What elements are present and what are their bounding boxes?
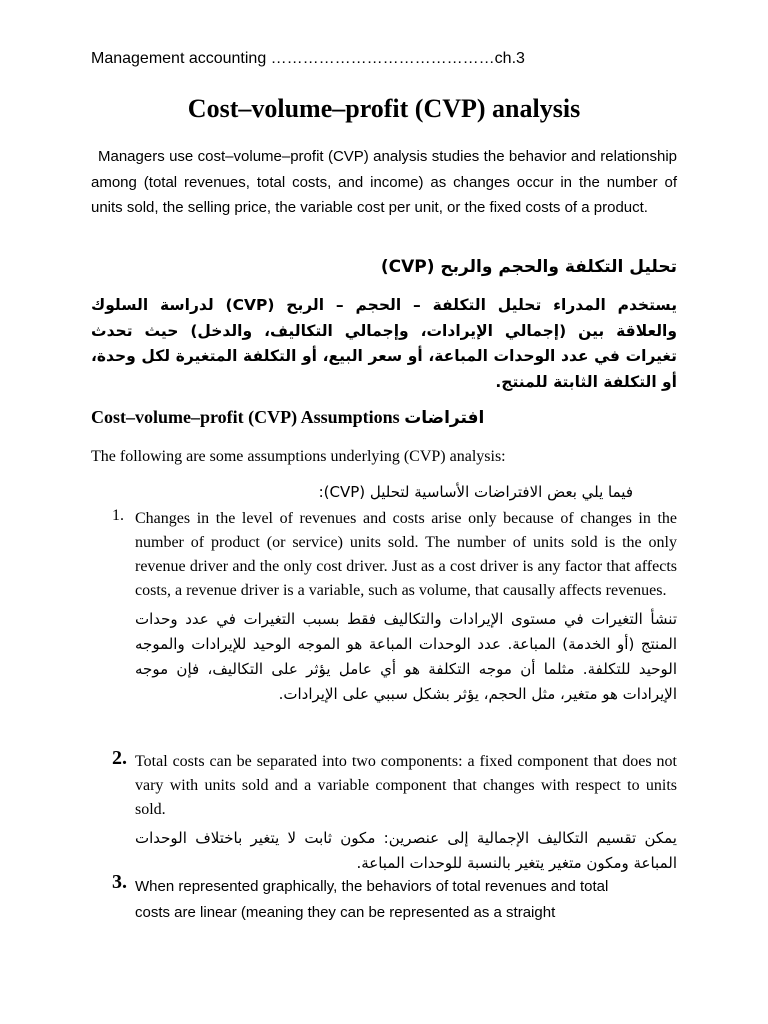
intro-paragraph: Managers use cost–volume–profit (CVP) analysis studies the behavior and relationship among (total revenues, total costs, and income) as changes occur in the number of units sold, the selling price, the variable cost per unit, or the fixed costs of a product. [91,148,677,216]
list-item [91,871,677,926]
arabic-heading: تحليل التكلفة والحجم والربح (CVP) [380,257,677,277]
list-item-number: 3. [112,871,127,893]
list-item-arabic-text: تنشأ التغيرات في مستوى الإيرادات والتكاليف فقط بسبب التغيرات في عدد وحدات المنتج (أو الخدمة) المباعة. عدد الوحدات المباعة هو الموجه الوحيد للإيرادات والموجه الوحيد للتكلفة. مثلما أن موجه التكلفة هو أي عامل يؤثر على التكاليف، فإن موجه الإيرادات هو متغير، مثل الحجم، يؤثر بشكل سببي على الإيرادات. [135,610,677,703]
page-header: Management accounting ……………………………………ch.3 [91,50,525,67]
list-item-english-text: When represented graphically, the behaviors of total revenues and total costs are linear (meaning they can be represented as a straight [135,878,609,921]
assumptions-heading-arabic: افتراضات [404,408,485,428]
page-title: Cost–volume–profit (CVP) analysis [187,94,581,123]
list-item [91,507,677,707]
list-item-arabic-text: يمكن تقسيم التكاليف الإجمالية إلى عنصرين: مكون ثابت لا يتغير باختلاف الوحدات المباعة ومكون متغير يتغير بالنسبة للوحدات المباعة. [135,829,677,872]
assumptions-lead-arabic: فيما يلي بعض الافتراضات الأساسية لتحليل (CVP): [318,483,633,501]
assumptions-heading-english: Cost–volume–profit (CVP) Assumptions [91,407,400,427]
list-item [91,747,677,876]
list-item-number: 2. [112,747,127,769]
list-item-english-text: Changes in the level of revenues and costs arise only because of changes in the number of product (or service) units sold. The number of units sold is the only revenue driver and the only cost driver. Just as a cost driver is any factor that affects costs, a revenue driver is a variable, such as volume, that causally affects revenues. [135,510,677,599]
list-item-english-text: Total costs can be separated into two components: a fixed component that does not vary with units sold and a variable component that changes with respect to units sold. [135,753,677,818]
assumptions-heading [91,407,484,428]
list-item-number: 1. [112,507,124,524]
assumptions-lead-english: The following are some assumptions underlying (CVP) analysis: [91,448,506,465]
arabic-intro-paragraph: يستخدم المدراء تحليل التكلفة – الحجم – الربح (CVP) لدراسة السلوك والعلاقة بين (إجمالي الإيرادات، وإجمالي التكاليف، والدخل) حيث تحدث تغيرات في عدد الوحدات المباعة، أو سعر البيع، أو التكلفة المتغيرة لكل وحدة، أو التكلفة الثابتة للمنتج. [91,296,678,391]
